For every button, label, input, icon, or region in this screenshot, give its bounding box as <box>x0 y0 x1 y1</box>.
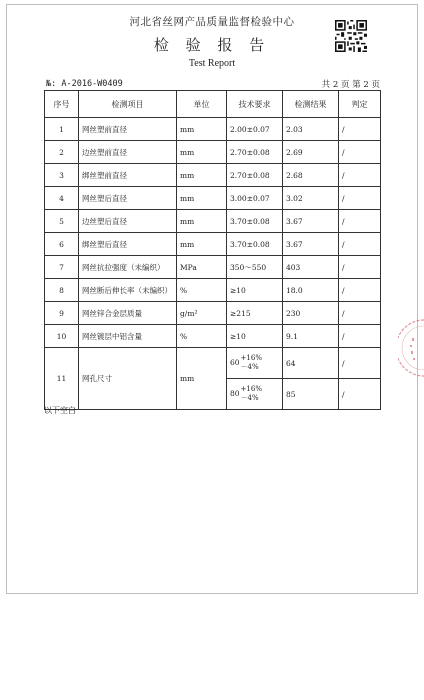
result: 18.0 <box>283 279 339 302</box>
row-number: 9 <box>45 302 79 325</box>
tolerance-range <box>241 354 262 372</box>
report-subtitle: Test Report <box>188 58 236 69</box>
unit: mm <box>177 210 227 233</box>
requirement-tolerance <box>227 379 283 410</box>
requirement: 3.70±0.08 <box>227 233 283 256</box>
requirement: 2.70±0.08 <box>227 164 283 187</box>
unit: % <box>177 279 227 302</box>
requirement: ≥215 <box>227 302 283 325</box>
row-number: 4 <box>45 187 79 210</box>
test-item: 绑丝塑后直径 <box>79 233 177 256</box>
header-unit: 单位 <box>177 91 227 118</box>
requirement: ≥10 <box>227 325 283 348</box>
tolerance-base: 60 <box>230 358 240 367</box>
judgement: / <box>339 141 381 164</box>
judgement: / <box>339 325 381 348</box>
result: 2.68 <box>283 164 339 187</box>
judgement: / <box>339 348 381 379</box>
row-number: 10 <box>45 325 79 348</box>
header-result: 检测结果 <box>283 91 339 118</box>
unit: % <box>177 325 227 348</box>
seal-stamp-icon <box>398 318 424 378</box>
header-requirement: 技术要求 <box>227 91 283 118</box>
judgement: / <box>339 118 381 141</box>
requirement: 2.70±0.08 <box>227 141 283 164</box>
row-number: 5 <box>45 210 79 233</box>
result: 2.69 <box>283 141 339 164</box>
table-row <box>45 302 381 325</box>
qr-code-icon <box>335 20 367 52</box>
unit: MPa <box>177 256 227 279</box>
header-item: 检测项目 <box>79 91 177 118</box>
result: 403 <box>283 256 339 279</box>
table-row <box>45 210 381 233</box>
table-row <box>45 325 381 348</box>
table-row <box>45 187 381 210</box>
tolerance-plus: +16% <box>240 354 262 362</box>
unit: mm <box>177 164 227 187</box>
test-item: 绑丝塑前直径 <box>79 164 177 187</box>
test-item: 边丝塑后直径 <box>79 210 177 233</box>
unit: mm <box>177 141 227 164</box>
report-title: 检 验 报 告 <box>153 36 271 54</box>
unit: mm <box>177 233 227 256</box>
row-number: 1 <box>45 118 79 141</box>
table-row <box>45 164 381 187</box>
result: 9.1 <box>283 325 339 348</box>
judgement: / <box>339 279 381 302</box>
result: 230 <box>283 302 339 325</box>
row-number: 2 <box>45 141 79 164</box>
table-row <box>45 233 381 256</box>
judgement: / <box>339 256 381 279</box>
judgement: / <box>339 379 381 410</box>
tolerance-minus: －4% <box>240 363 259 371</box>
table-row <box>45 348 381 379</box>
row-number: 3 <box>45 164 79 187</box>
row-number: 11 <box>45 348 79 410</box>
requirement: 2.00±0.07 <box>227 118 283 141</box>
row-number: 6 <box>45 233 79 256</box>
header-judgement: 判定 <box>339 91 381 118</box>
result: 2.03 <box>283 118 339 141</box>
report-number: №: A-2016-W0409 <box>46 79 123 89</box>
requirement: 3.70±0.08 <box>227 210 283 233</box>
test-item: 网丝锌合金层质量 <box>79 302 177 325</box>
test-results-table <box>44 90 381 410</box>
tolerance-plus: +16% <box>240 385 262 393</box>
result: 3.02 <box>283 187 339 210</box>
test-item: 网丝镀层中铝含量 <box>79 325 177 348</box>
requirement: ≥10 <box>227 279 283 302</box>
judgement: / <box>339 210 381 233</box>
table-row <box>45 141 381 164</box>
table-header-row <box>45 91 381 118</box>
requirement-tolerance <box>227 348 283 379</box>
unit: mm <box>177 118 227 141</box>
blank-below-note: 以下空白 <box>44 406 76 415</box>
judgement: / <box>339 164 381 187</box>
table-row <box>45 279 381 302</box>
test-item: 网丝断后伸长率（未编织） <box>79 279 177 302</box>
header-no: 序号 <box>45 91 79 118</box>
result: 3.67 <box>283 233 339 256</box>
test-item: 网丝塑前直径 <box>79 118 177 141</box>
tolerance-minus: －4% <box>240 394 259 402</box>
result: 85 <box>283 379 339 410</box>
requirement: 350～550 <box>227 256 283 279</box>
judgement: / <box>339 302 381 325</box>
unit: g/m² <box>177 302 227 325</box>
tolerance-range <box>241 385 262 403</box>
table-row <box>45 256 381 279</box>
table-row <box>45 118 381 141</box>
test-item: 网丝塑后直径 <box>79 187 177 210</box>
requirement: 3.00±0.07 <box>227 187 283 210</box>
test-item: 网丝抗拉强度（未编织） <box>79 256 177 279</box>
page-indicator: 共 2 页 第 2 页 <box>321 80 380 90</box>
test-item: 网孔尺寸 <box>79 348 177 410</box>
test-item: 边丝塑前直径 <box>79 141 177 164</box>
row-number: 7 <box>45 256 79 279</box>
unit: mm <box>177 187 227 210</box>
issuing-organization: 河北省丝网产品质量监督检验中心 <box>129 16 295 28</box>
result: 3.67 <box>283 210 339 233</box>
result: 64 <box>283 348 339 379</box>
unit: mm <box>177 348 227 410</box>
judgement: / <box>339 233 381 256</box>
judgement: / <box>339 187 381 210</box>
tolerance-base: 80 <box>230 389 240 398</box>
row-number: 8 <box>45 279 79 302</box>
